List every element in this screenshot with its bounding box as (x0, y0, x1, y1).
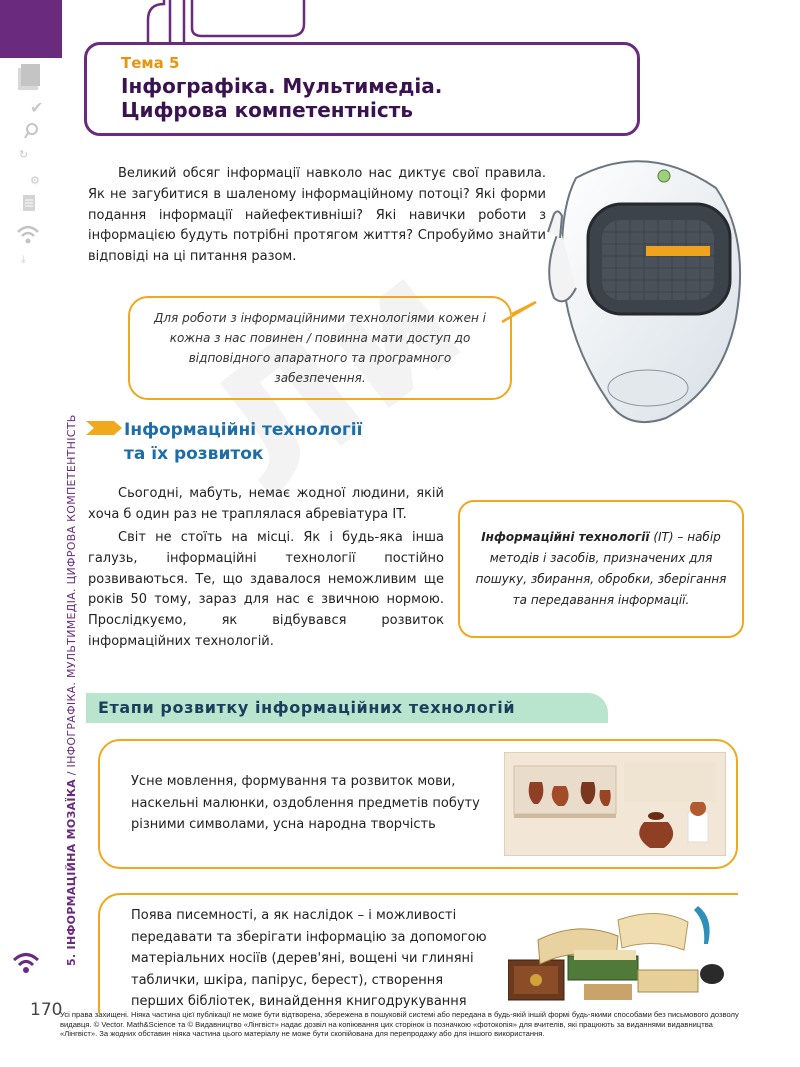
refresh-icon: ↻ (19, 148, 29, 161)
definition-abbr: (IT) – (649, 530, 684, 544)
chapter-spine-title: 5. ІНФОРМАЦІЙНА МОЗАЇКА / ІНФОГРАФІКА. МУЛЬТИМЕДІА. ЦИФРОВА КОМПЕТЕНТНІСТЬ (65, 414, 78, 966)
page-number: 170 (30, 1000, 63, 1020)
robot-illustration (536, 148, 756, 432)
search-icon (24, 122, 40, 144)
definition-term: Інформаційні технології (481, 530, 650, 544)
definition-box (458, 500, 744, 638)
connector-lines-decoration (140, 0, 340, 44)
copyright-footer: Усі права захищені. Ніяка частина цієї публікації не може бути відтворена, збережена в пошуковій системі або передана в будь-якій іншій формі будь-якими способами без письмового дозволу видавця. © Vector. Math&Science та © Видавництво «Лінгвіст» надає дозвіл на копіювання цих сторінок із позначкою «фотокопія» для вчителів, які працюють за виданнями видавництва «Лінгвіст». За жодних обставин ніяка частина цього матеріалу не може бути скопійована для перепродажу або для іншого використання. (60, 1010, 739, 1039)
check-icon: ✔ (30, 98, 44, 117)
stage-text-2: Поява писемності, а як наслідок – і можливості передавати та зберігати інформацію за допомогою матеріальних носіїв (дерев'яні, вощені чи глиняні таблички, шкіра, папірус, берест), створення перших бібліотек, винайдення книгодрукування (131, 908, 487, 1010)
stage-text-1: Усне мовлення, формування та розвиток мови, наскельні малюнки, оздоблення предметів побуту різними символами, усна народна творчість (131, 774, 480, 833)
ancient-vases-image (504, 752, 726, 856)
topic-title: Інфографіка. Мультимедіа. Цифрова компетентність (121, 74, 443, 122)
gear-icon: ⚙ (30, 174, 40, 187)
wifi-icon-bottom (10, 950, 42, 980)
topic-label: Тема 5 (121, 54, 180, 72)
section-title: Інформаційні технології та їх розвиток (124, 420, 363, 464)
download-icon: ⤓ (21, 254, 26, 265)
books-scrolls-image (508, 900, 734, 1006)
paragraph-2: Світ не стоїть на місці. Як і будь-яка інша галузь, інформаційні технології постійно розвиваються. Те, що здавалося неможливим ще років 50 тому, зараз для нас є звичною нормою. Прослідкуємо, як відбувався розвиток інформаційних технологій. (88, 530, 444, 649)
paragraph-1: Сьогодні, мабуть, немає жодної людини, якій хоча б один раз не траплялася абревіатура IT. (88, 486, 444, 522)
speech-bubble: Для роботи з інформаційними технологіями кожен і кожна з нас повинен / повинна мати доступ до відповідного апаратного та програмного забезпечення. (128, 296, 512, 400)
document-icon (22, 194, 36, 216)
stages-title: Етапи розвитку інформаційних технологій (98, 698, 516, 717)
book-icon (16, 62, 42, 96)
intro-paragraph: Великий обсяг інформації навколо нас диктує свої правила. Як не загубитися в шаленому інформаційному потоці? Які форми подання інформації найефективніші? Які навички роботи з інформацією будуть потрібні протягом життя? Спробуймо знайти відповіді на ці питання разом. (88, 166, 546, 265)
definition-text: набір методів і засобів, призначених для пошуку, збирання, обробки, зберігання та передавання інформації. (475, 530, 727, 607)
speech-bubble-tail (500, 300, 540, 330)
section-arrow-icon (86, 421, 122, 435)
wifi-icon (14, 222, 42, 250)
chapter-tab (0, 0, 62, 58)
